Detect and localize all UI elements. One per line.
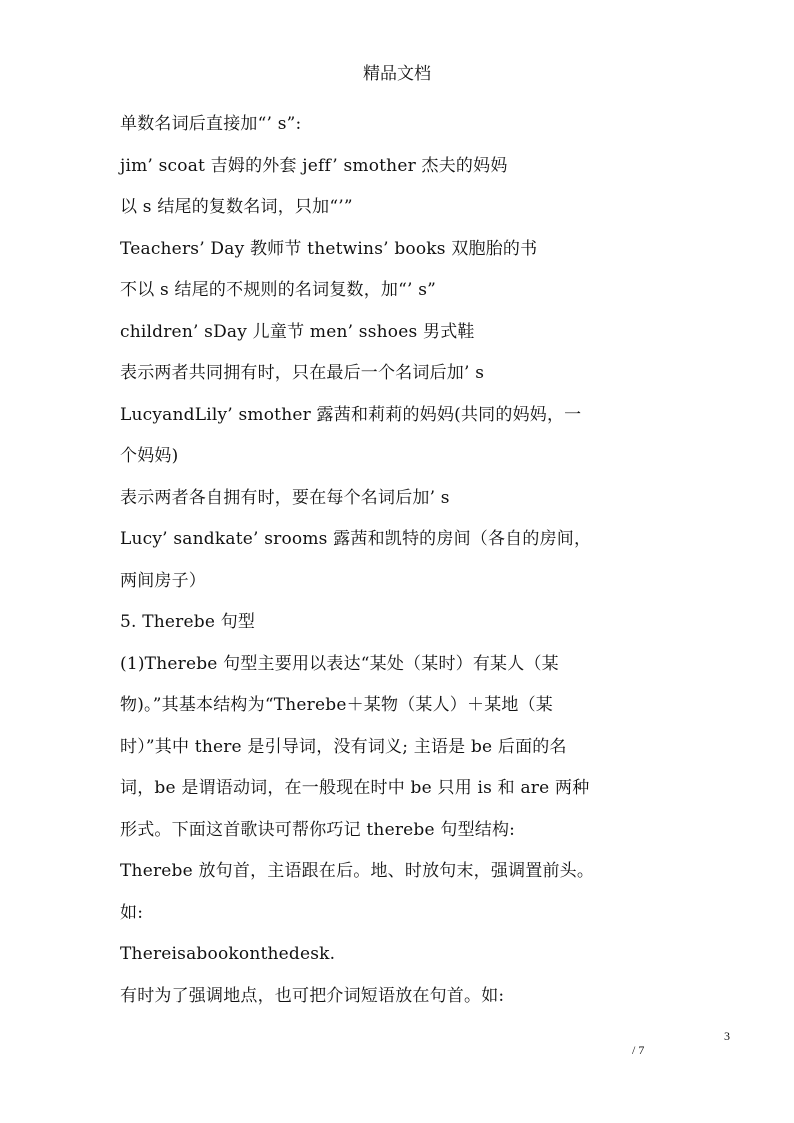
body-line: 时）”其中 there 是引导词，没有词义; 主语是 be 后面的名 (120, 736, 567, 757)
page-total: / 7 (632, 1043, 645, 1057)
body-line: 单数名词后直接加“’ s”: (120, 114, 302, 134)
body-line: LucyandLily’ smother 露茜和莉莉的妈妈(共同的妈妈，一 (120, 404, 582, 425)
page-number: 3 (724, 1029, 730, 1043)
body-line: 形式。下面这首歌诀可帮你巧记 therebe 句型结构: (120, 819, 516, 840)
body-line: Lucy’ sandkate’ srooms 露茜和凯特的房间（各自的房间， (120, 529, 592, 549)
body-line: 如: (120, 902, 144, 923)
section-heading: 5. Therebe 句型 (120, 612, 256, 632)
body-line: 表示两者共同拥有时，只在最后一个名词后加’ s (120, 363, 485, 383)
body-line: Therebe 放句首，主语跟在后。地、时放句末，强调置前头。 (120, 861, 595, 881)
body-line: 有时为了强调地点，也可把介词短语放在句首。如: (120, 985, 505, 1006)
body-line: 物)。”其基本结构为“Therebe＋某物（某人）＋某地（某 (120, 695, 553, 715)
document-body (120, 104, 680, 1017)
body-line: Teachers’ Day 教师节 thetwins’ books 双胞胎的书 (120, 238, 538, 259)
body-line: jim’ scoat 吉姆的外套 jeff’ smother 杰夫的妈妈 (120, 155, 508, 176)
body-line: 表示两者各自拥有时，要在每个名词后加’ s (120, 487, 450, 508)
body-line: 词，be 是谓语动词，在一般现在时中 be 只用 is 和 are 两种 (120, 778, 590, 798)
body-line: 个妈妈) (120, 446, 179, 466)
body-line: 以 s 结尾的复数名词，只加“’” (120, 197, 353, 217)
body-line: (1)Therebe 句型主要用以表达“某处（某时）有某人（某 (120, 653, 559, 674)
page-header-title: 精品文档 (363, 64, 431, 84)
body-line: children’ sDay 儿童节 men’ sshoes 男式鞋 (120, 321, 475, 342)
example-sentence: Thereisabookonthedesk. (120, 944, 336, 964)
body-line: 两间房子） (120, 570, 206, 591)
body-line: 不以 s 结尾的不规则的名词复数，加“’ s” (120, 280, 437, 300)
